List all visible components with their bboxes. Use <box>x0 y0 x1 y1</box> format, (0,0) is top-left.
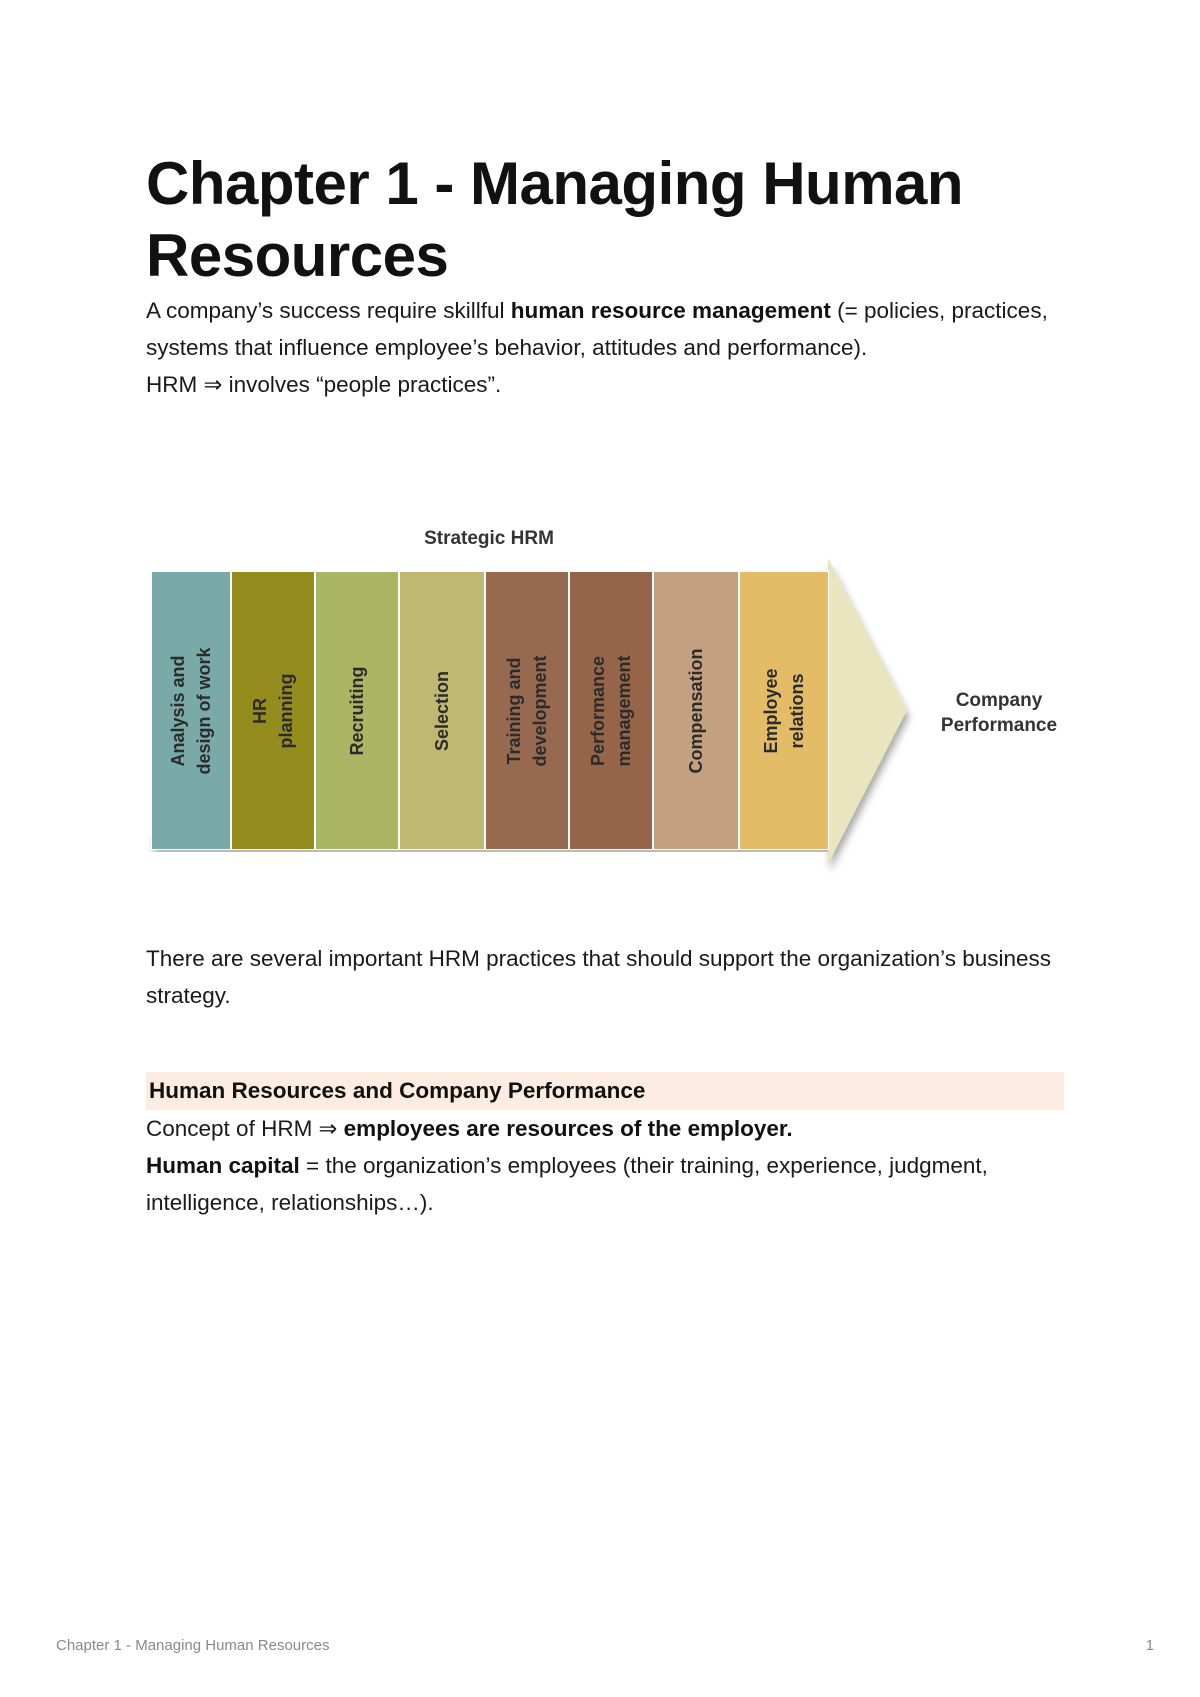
footer-page-number: 1 <box>1145 1637 1154 1654</box>
human-capital-term: Human capital <box>146 1153 300 1178</box>
band-label: Selection <box>432 670 452 751</box>
intro-paragraph <box>146 292 1064 366</box>
intro-bold-term: human resource management <box>510 298 831 323</box>
band-label: Recruiting <box>347 666 367 756</box>
concept-text: Concept of HRM ⇒ <box>146 1116 344 1141</box>
band-hr-planning <box>232 572 314 849</box>
practices-paragraph: There are several important HRM practices that should support the organization’s business strategy. <box>146 946 1052 1008</box>
band-training-development <box>486 572 568 849</box>
human-capital-paragraph <box>146 1147 1064 1221</box>
human-capital-text: = the organization’s employees (their training, experience, judgment, intelligence, relationships…). <box>146 1153 988 1215</box>
lower-content <box>146 940 1064 1221</box>
band-label: Training and development <box>504 654 550 767</box>
band-selection <box>400 572 484 849</box>
band-label: Performance management <box>588 654 634 767</box>
band-compensation <box>654 572 738 849</box>
band-analysis-design <box>152 572 230 849</box>
intro-text-end: (= policies, practices, systems that influence employee’s behavior, attitudes and performance). <box>146 298 1048 360</box>
band-label: Analysis and design of work <box>168 647 214 775</box>
diagram-title: Strategic HRM <box>424 528 554 549</box>
hrm-line: HRM ⇒ involves “people practices”. <box>146 372 502 397</box>
page-title: Chapter 1 - Managing Human Resources <box>146 150 964 289</box>
strategic-hrm-diagram <box>146 528 1076 898</box>
band-label: Compensation <box>686 648 706 774</box>
arrow-head <box>828 558 907 864</box>
band-recruiting <box>316 572 398 849</box>
intro-text-start: A company’s success require skillful <box>146 298 511 323</box>
section-heading: Human Resources and Company Performance <box>146 1072 1064 1110</box>
company-performance-label: Company Performance <box>940 690 1058 736</box>
band-label: Employee relations <box>761 667 807 754</box>
footer-title: Chapter 1 - Managing Human Resources <box>56 1637 330 1654</box>
band-performance-management <box>570 572 652 849</box>
band-employee-relations <box>740 572 828 849</box>
band-label: HR planning <box>250 673 296 748</box>
concept-bold-text: employees are resources of the employer. <box>343 1116 793 1141</box>
page-content <box>146 148 1064 403</box>
concept-paragraph <box>146 1110 1064 1147</box>
